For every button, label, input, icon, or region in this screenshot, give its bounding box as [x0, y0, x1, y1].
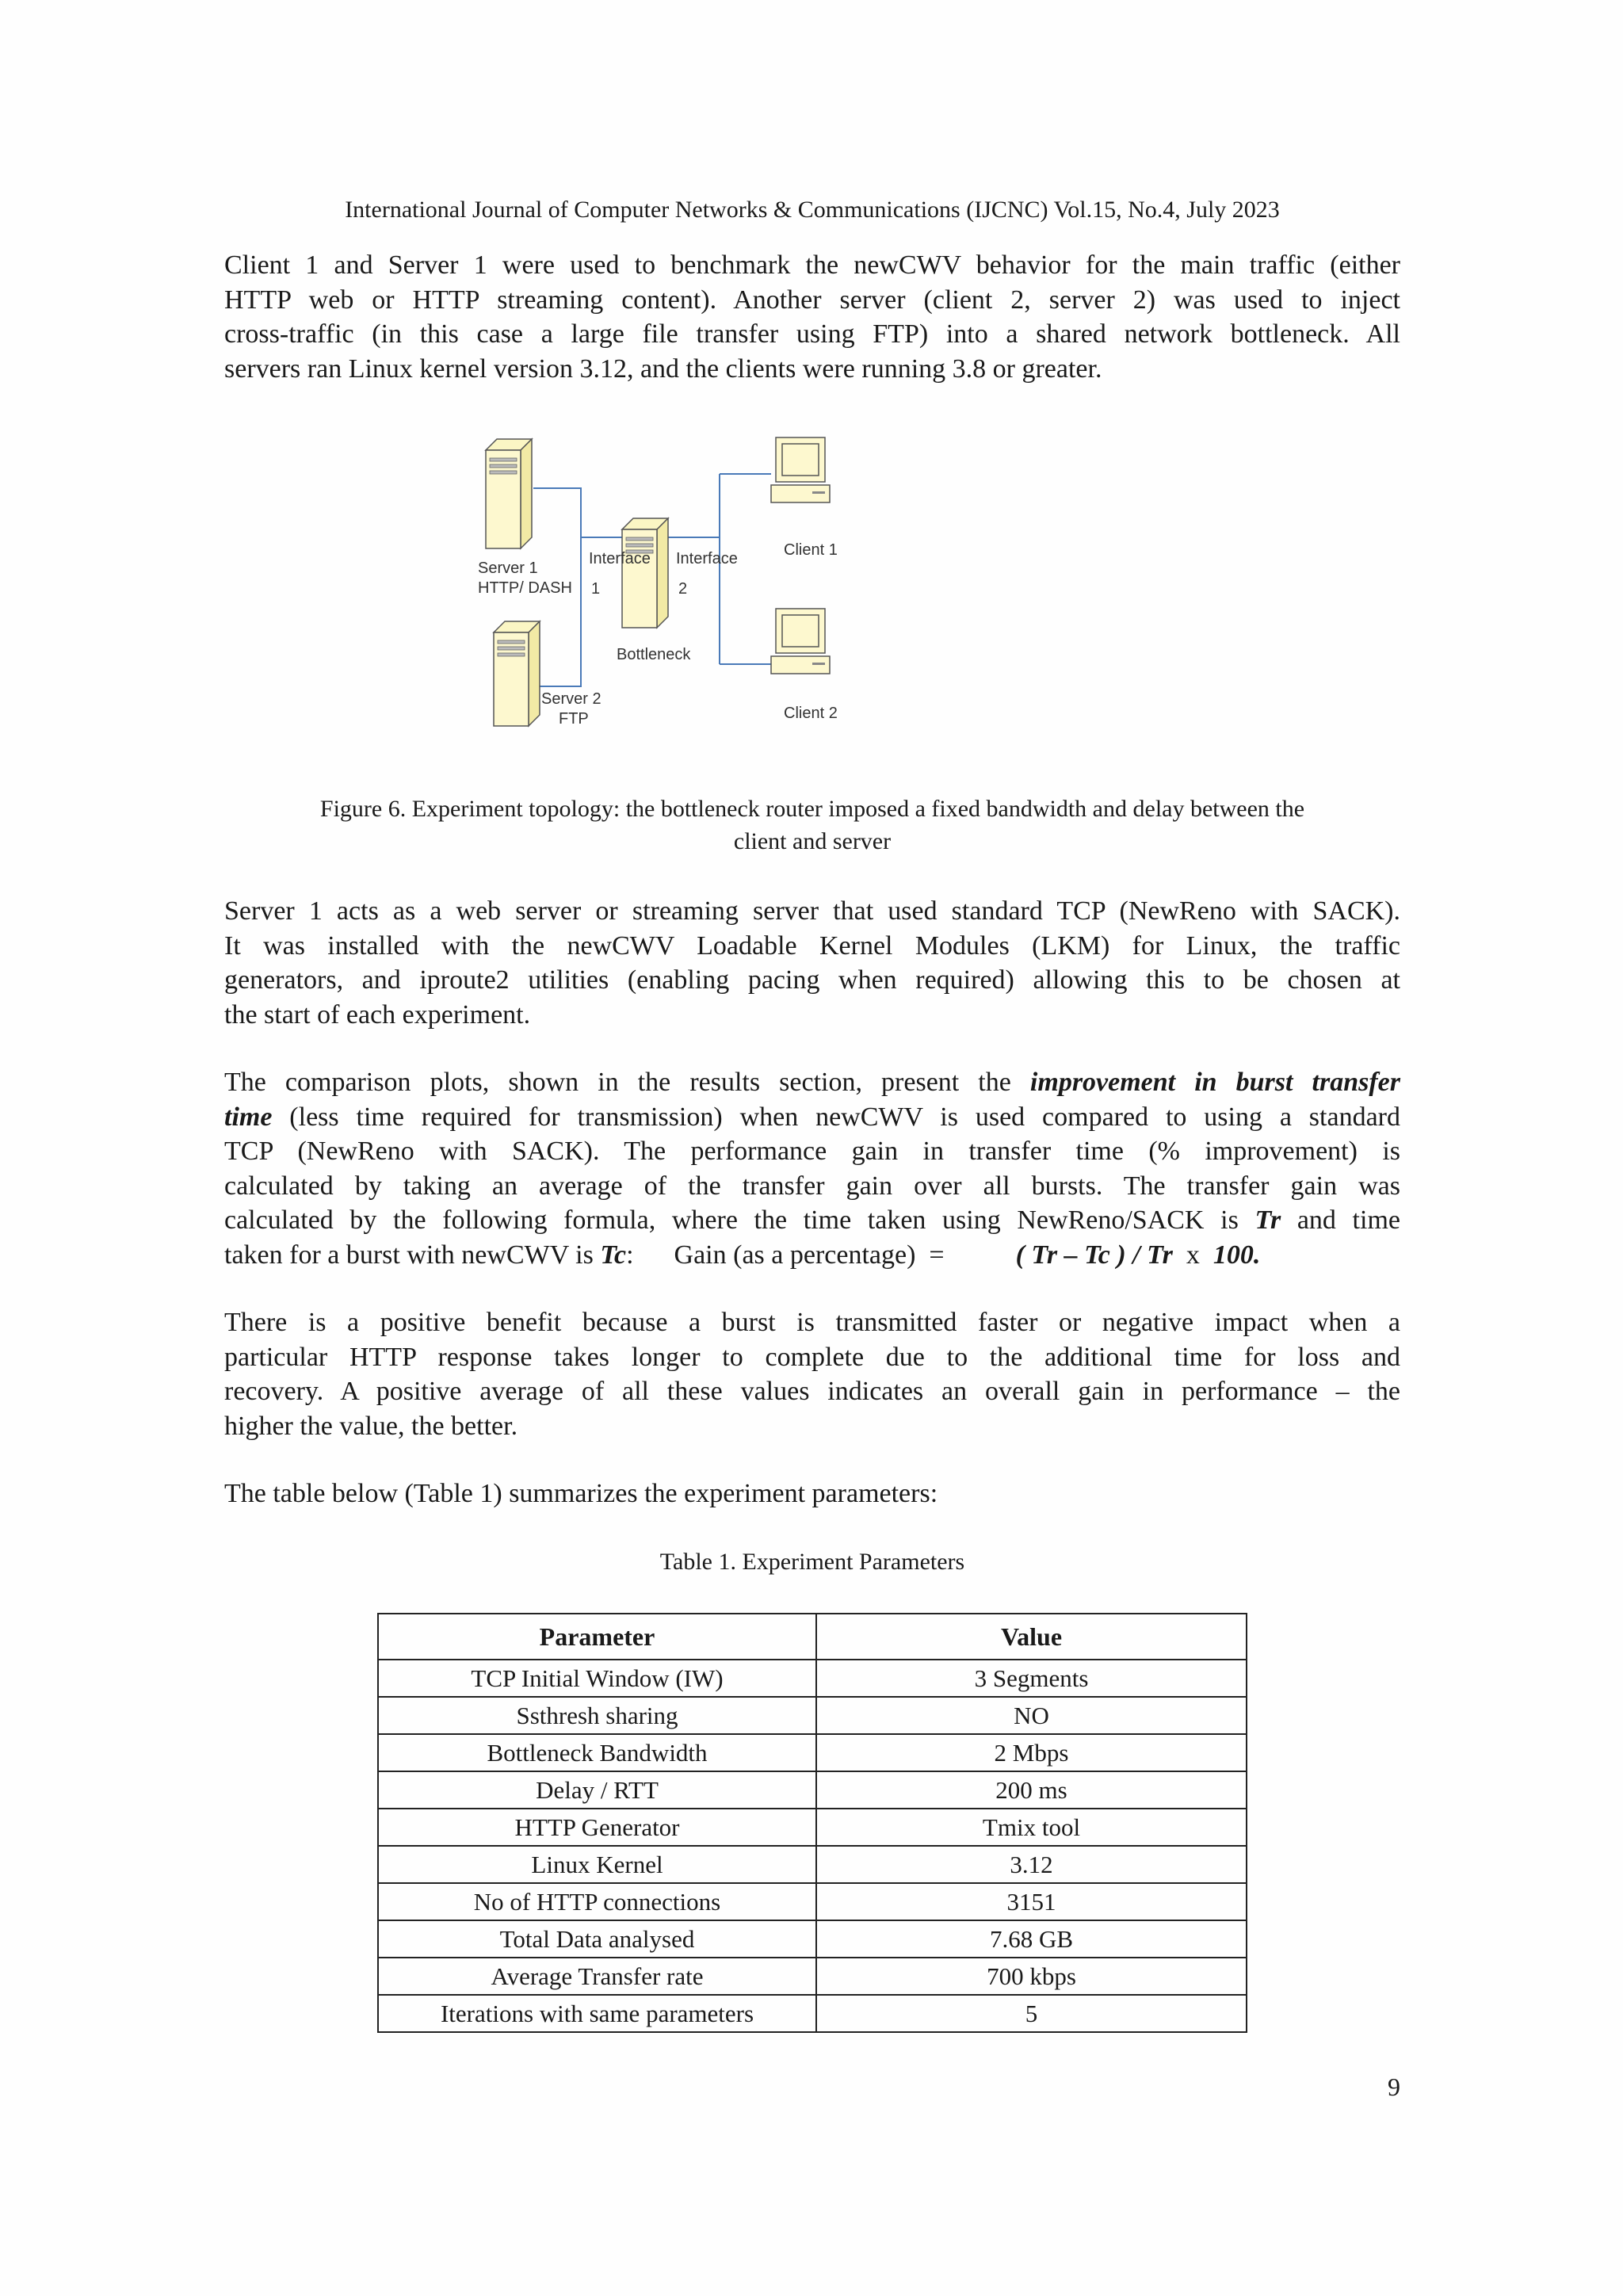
interface1-label: Interface: [589, 550, 651, 567]
table-cell: Ssthresh sharing: [378, 1697, 816, 1734]
link-server1: [533, 488, 581, 537]
text-line: higher the value, the better.: [224, 1411, 518, 1441]
bottleneck-label: Bottleneck: [617, 646, 691, 663]
text-line: [224, 1100, 1400, 1135]
paragraph-server: [224, 894, 1400, 1032]
interface2-number: 2: [678, 580, 688, 598]
text-line: recovery. A positive average of all these values indicates an overall gain in performance – the: [224, 1377, 1400, 1406]
table-cell: 3.12: [816, 1846, 1247, 1883]
text-line: cross-traffic (in this case a large file transfer using FTP) into a shared network bottleneck. All: [224, 319, 1400, 349]
experiment-parameters-table: [377, 1613, 1247, 2033]
table-row: [378, 1697, 1247, 1734]
server1-sublabel: HTTP/ DASH: [478, 579, 572, 597]
text-line: servers ran Linux kernel version 3.12, and the clients were running 3.8 or greater.: [224, 353, 1102, 384]
formula-multiplier: 100.: [1212, 1240, 1261, 1270]
server2-label: Server 2: [541, 690, 601, 708]
table-cell: 3151: [816, 1883, 1247, 1920]
caption-line: Figure 6. Experiment topology: the bottleneck router imposed a fixed bandwidth and delay between the: [319, 796, 1305, 822]
table-row: [378, 1920, 1247, 1958]
table-cell: 7.68 GB: [816, 1920, 1247, 1958]
text-line: Client 1 and Server 1 were used to benchmark the newCWV behavior for the main traffic (either: [224, 250, 1400, 280]
text-run: : Gain (as a percentage) =: [626, 1240, 945, 1270]
table-cell: 2 Mbps: [816, 1734, 1247, 1771]
text-run: taken for a burst with newCWV is: [224, 1240, 601, 1270]
bottleneck-router-icon: [622, 518, 668, 628]
text-run: calculated by the following formula, where the time taken using NewReno/SACK is: [224, 1205, 1255, 1235]
table-row: [378, 1883, 1247, 1920]
table-cell: Iterations with same parameters: [378, 1995, 816, 2032]
client1-computer-icon: [771, 437, 830, 502]
text-line: calculated by taking an average of the transfer gain over all bursts. The transfer gain was: [224, 1171, 1400, 1201]
table-row: [378, 1846, 1247, 1883]
text-line: [224, 1203, 1400, 1238]
journal-header: International Journal of Computer Networks & Communications (IJCNC) Vol.15, No.4, July 2023: [345, 197, 1280, 223]
variable-tr: Tr: [1254, 1205, 1281, 1235]
interface2-label: Interface: [676, 550, 738, 567]
gain-formula: ( Tr – Tc ) / Tr: [1015, 1240, 1173, 1270]
topology-figure: [454, 434, 1183, 735]
client2-computer-icon: [771, 609, 830, 674]
table-cell: Delay / RTT: [378, 1771, 816, 1809]
server1-icon: [486, 439, 532, 548]
table-cell: TCP Initial Window (IW): [378, 1660, 816, 1697]
table-cell: Total Data analysed: [378, 1920, 816, 1958]
table-cell: NO: [816, 1697, 1247, 1734]
table-row: [378, 1660, 1247, 1697]
column-header: Value: [816, 1614, 1247, 1660]
table-cell: 700 kbps: [816, 1958, 1247, 1995]
caption-line: client and server: [733, 828, 892, 854]
table-row: [378, 1734, 1247, 1771]
text-line: The table below (Table 1) summarizes the experiment parameters:: [224, 1479, 938, 1508]
text-line: TCP (NewReno with SACK). The performance gain in transfer time (% improvement) is: [224, 1137, 1400, 1166]
topology-diagram: [454, 434, 1183, 735]
table-row: [378, 1995, 1247, 2032]
emphasis-text: improvement in burst transfer: [1029, 1068, 1400, 1097]
page-number: 9: [1388, 2073, 1400, 2101]
paragraph-comparison: [224, 1065, 1400, 1272]
server1-label: Server 1: [478, 560, 538, 577]
text-line: the start of each experiment.: [224, 999, 531, 1030]
paragraph-table-intro: [224, 1477, 1400, 1511]
text-run: x: [1172, 1240, 1213, 1270]
text-line: [224, 1065, 1400, 1100]
server2-sublabel: FTP: [559, 710, 589, 728]
figure-caption: [224, 793, 1400, 858]
table-cell: Tmix tool: [816, 1809, 1247, 1846]
interface1-number: 1: [591, 580, 601, 598]
table-cell: Linux Kernel: [378, 1846, 816, 1883]
server2-icon: [494, 621, 540, 726]
column-header: Parameter: [378, 1614, 816, 1660]
text-line: generators, and iproute2 utilities (enabling pacing when required) allowing this to be chosen at: [224, 965, 1400, 995]
table-cell: Average Transfer rate: [378, 1958, 816, 1995]
table-cell: 5: [816, 1995, 1247, 2032]
paragraph-benefit: [224, 1305, 1400, 1443]
client1-label: Client 1: [784, 541, 838, 559]
text-run: The comparison plots, shown in the results section, present the: [224, 1068, 1030, 1097]
paragraph-setup: [224, 248, 1400, 386]
text-line: HTTP web or HTTP streaming content). Another server (client 2, server 2) was used to inject: [224, 285, 1400, 315]
table-cell: Bottleneck Bandwidth: [378, 1734, 816, 1771]
text-line: Server 1 acts as a web server or streaming server that used standard TCP (NewReno with SACK).: [224, 896, 1400, 926]
table-cell: 3 Segments: [816, 1660, 1247, 1697]
table-row: [378, 1771, 1247, 1809]
table-row: [378, 1809, 1247, 1846]
text-line: It was installed with the newCWV Loadable Kernel Modules (LKM) for Linux, the traffic: [224, 930, 1400, 961]
formula-line: [224, 1238, 1400, 1273]
table-title: Table 1. Experiment Parameters: [659, 1549, 965, 1575]
text-line: particular HTTP response takes longer to complete due to the additional time for loss and: [224, 1342, 1400, 1372]
table-cell: 200 ms: [816, 1771, 1247, 1809]
table-cell: No of HTTP connections: [378, 1883, 816, 1920]
link-server2: [537, 537, 581, 686]
table-header-row: [378, 1614, 1247, 1660]
table-cell: HTTP Generator: [378, 1809, 816, 1846]
text-run: and time: [1281, 1205, 1400, 1235]
text-line: There is a positive benefit because a burst is transmitted faster or negative impact when a: [224, 1308, 1400, 1337]
emphasis-text: time: [224, 1102, 273, 1132]
text-run: (less time required for transmission) when newCWV is used compared to using a standard: [272, 1102, 1400, 1132]
client2-label: Client 2: [784, 705, 838, 722]
table-row: [378, 1958, 1247, 1995]
variable-tc: Tc: [600, 1240, 627, 1270]
